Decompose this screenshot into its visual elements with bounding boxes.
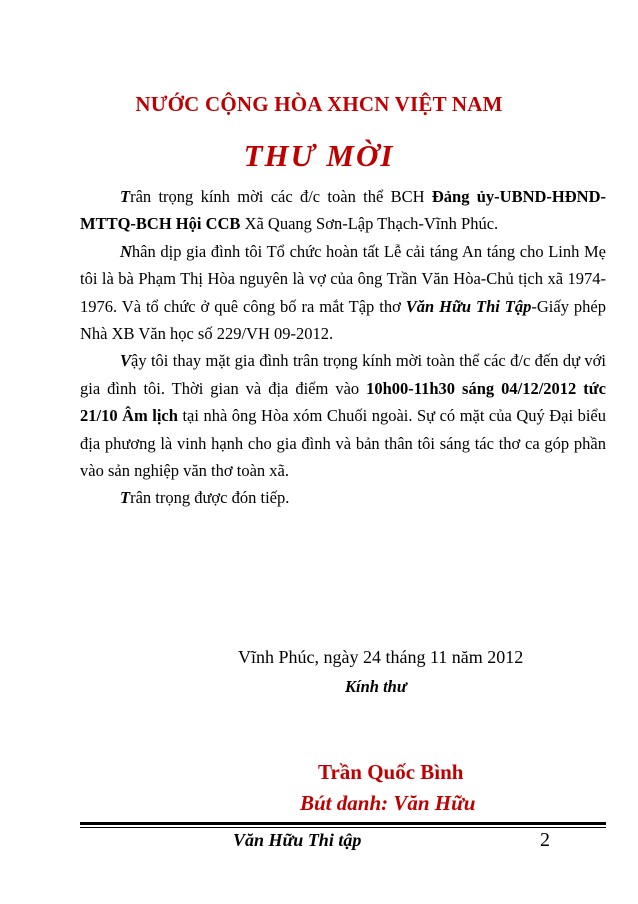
paragraph-text: hân dịp gia đình tôi Tổ chức hoàn tất Lễ cải táng An táng cho Linh Mẹ tôi là bà Phạm Thị Hòa nguyên là vợ của ông Trần Văn Hòa-Chủ tịch xã 1974-1976. Và tổ chức ở quê công bố ra mắt Tập thơ — [80, 241, 606, 316]
paragraph-text: tại nhà ông Hòa xóm Chuối ngoài. Sự có mặt của Quý Đại biểu địa phương là vinh hạnh cho gia đình và bản thân tôi sáng tác thơ ca góp phần vào sản nghiệp văn thơ toàn xã. — [80, 406, 606, 481]
paragraph-text: rân trọng được đón tiếp. — [130, 488, 290, 508]
dropcap: T — [120, 187, 131, 206]
paragraph-invite — [80, 183, 606, 238]
footer-rule-thin — [80, 827, 606, 828]
footer-rule — [80, 822, 606, 825]
dropcap: T — [120, 488, 131, 508]
closing-salutation: Kính thư — [345, 677, 407, 696]
invitees-bold: Đảng ủy-UBND-HĐND-MTTQ-BCH Hội CCB — [80, 187, 607, 234]
paragraph-text: Xã Quang Sơn-Lập Thạch-Vĩnh Phúc. — [240, 214, 499, 234]
paragraph-text: -Giấy phép Nhà XB Văn học số 229/VH 09-2012. — [80, 296, 606, 344]
place-date: Vĩnh Phúc, ngày 24 tháng 11 năm 2012 — [238, 647, 524, 667]
paragraph-text: ậy tôi thay mặt gia đình trân trọng kính mời toàn thể các đ/c đến dự với gia đình tôi. Thời gian và địa điểm vào — [80, 351, 606, 398]
dropcap: N — [120, 241, 132, 261]
signer-name: Trần Quốc Bình — [318, 760, 464, 784]
pen-name: Bút danh: Văn Hữu — [300, 791, 476, 815]
paragraph-details — [80, 347, 606, 484]
paragraph-closing — [80, 484, 606, 511]
paragraph-occasion — [80, 238, 606, 348]
paragraph-text: rân trọng kính mời các đ/c toàn thể BCH — [130, 187, 432, 206]
page-number: 2 — [540, 829, 550, 851]
invitation-title: THƯ MỜI — [243, 138, 395, 173]
footer-book-title: Văn Hữu Thi tập — [233, 830, 362, 850]
event-time-bold: 10h00-11h30 sáng 04/12/2012 tức 21/10 Âm lịch — [80, 378, 606, 426]
book-title: Văn Hữu Thi Tập — [405, 296, 532, 316]
heading-country: NƯỚC CỘNG HÒA XHCN VIỆT NAM — [135, 92, 503, 116]
dropcap: V — [120, 351, 132, 371]
letter-body — [80, 183, 606, 512]
